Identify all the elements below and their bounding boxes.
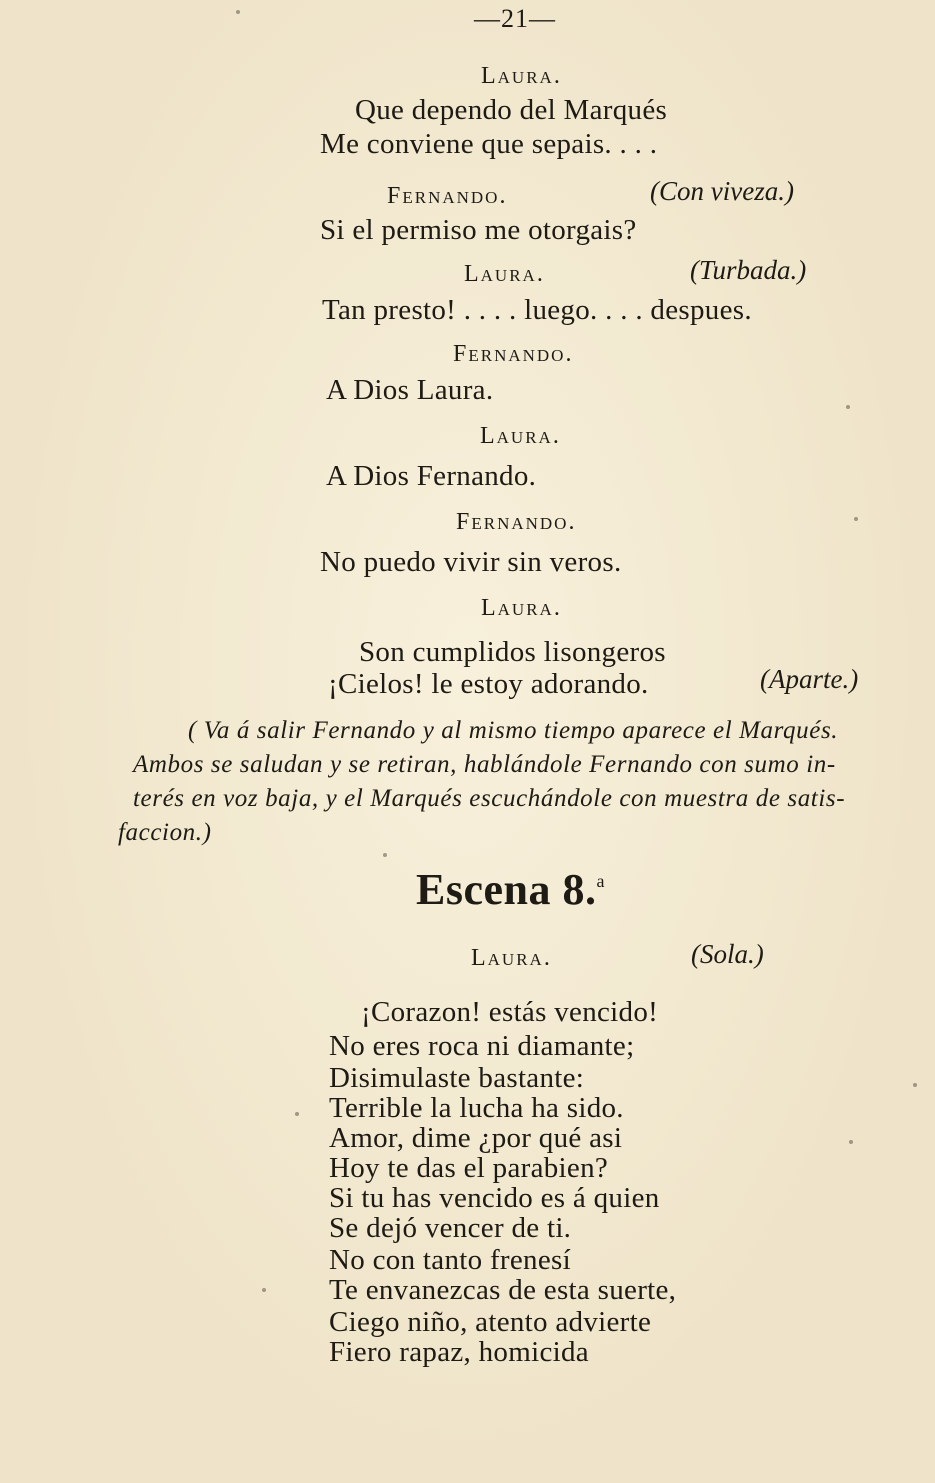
verse-line: Si tu has vencido es á quien [329, 1182, 660, 1214]
verse-line: A Dios Fernando. [326, 460, 537, 492]
paper-speck [236, 10, 240, 14]
stage-direction-line: ( Va á salir Fernando y al mismo tiempo aparece el Marqués. [188, 717, 839, 744]
verse-line: Amor, dime ¿por qué asi [329, 1122, 623, 1154]
verse-line: Fiero rapaz, homicida [329, 1336, 589, 1368]
stage-note: (Sola.) [691, 939, 764, 969]
paper-speck [913, 1083, 917, 1087]
verse-line: Te envanezcas de esta suerte, [329, 1274, 677, 1306]
verse-line: No puedo vivir sin veros. [320, 546, 622, 578]
verse-line: Se dejó vencer de ti. [329, 1212, 572, 1244]
speaker-fernando: Fernando. [453, 341, 574, 367]
verse-line: ¡Corazon! estás vencido! [361, 996, 659, 1028]
verse-line: Ciego niño, atento advierte [329, 1306, 652, 1338]
verse-line: Hoy te das el parabien? [329, 1152, 609, 1184]
stage-direction-line: Ambos se saludan y se retiran, hablándole Fernando con sumo in- [133, 751, 836, 778]
stage-direction-line: faccion.) [118, 819, 212, 846]
page-number: —21— [474, 4, 556, 33]
verse-line: Son cumplidos lisongeros [359, 636, 666, 668]
verse-line: A Dios Laura. [326, 374, 494, 406]
speaker-laura: Laura. [464, 261, 545, 287]
scene-heading [416, 865, 605, 914]
verse-line: Tan presto! . . . . luego. . . . despues. [322, 294, 752, 326]
scene-title: Escena 8. [416, 865, 597, 914]
verse-line: No con tanto frenesí [329, 1244, 571, 1276]
verse-line: Disimulaste bastante: [329, 1062, 585, 1094]
verse-line: Terrible la lucha ha sido. [329, 1092, 624, 1124]
speaker-fernando: Fernando. [456, 509, 577, 535]
paper-speck [849, 1140, 853, 1144]
speaker-laura: Laura. [481, 63, 562, 89]
stage-direction-line: terés en voz baja, y el Marqués escuchándole con muestra de satis- [133, 785, 846, 812]
speaker-laura: Laura. [481, 595, 562, 621]
speaker-laura: Laura. [480, 423, 561, 449]
stage-note: (Aparte.) [760, 664, 859, 694]
paper-speck [846, 405, 850, 409]
scene-superscript: a [596, 871, 605, 891]
paper-speck [383, 853, 387, 857]
verse-line: No eres roca ni diamante; [329, 1030, 635, 1062]
verse-line: Que dependo del Marqués [355, 94, 668, 126]
verse-line: Si el permiso me otorgais? [320, 214, 637, 246]
verse-line: Me conviene que sepais. . . . [320, 128, 658, 160]
paper-speck [295, 1112, 299, 1116]
paper-speck [854, 517, 858, 521]
paper-speck [262, 1288, 266, 1292]
stage-note: (Turbada.) [690, 255, 807, 285]
speaker-laura: Laura. [471, 945, 552, 971]
verse-line: ¡Cielos! le estoy adorando. [328, 668, 649, 700]
speaker-fernando: Fernando. [387, 183, 508, 209]
stage-note: (Con viveza.) [650, 176, 794, 206]
